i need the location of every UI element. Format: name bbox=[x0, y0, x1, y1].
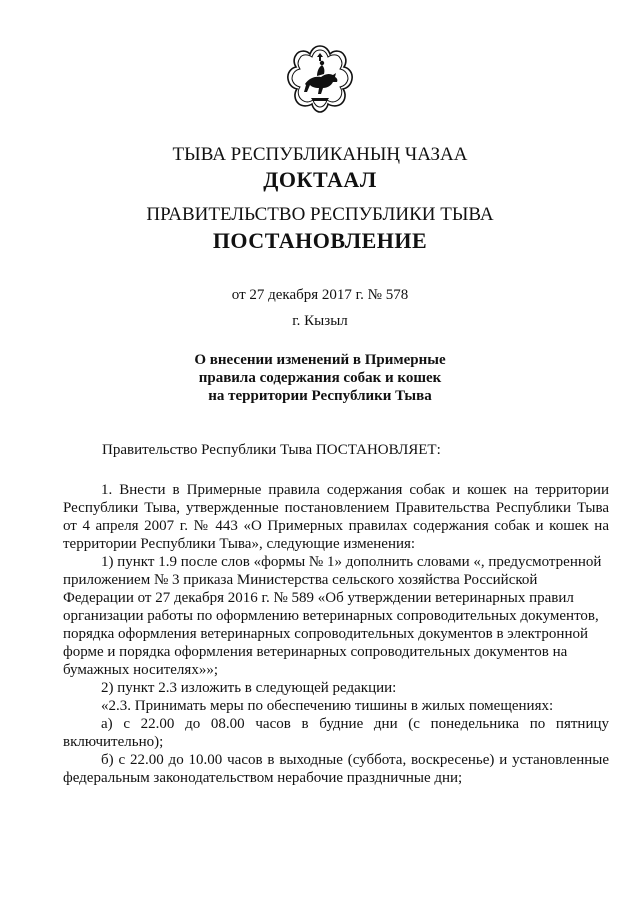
tuva-coat-of-arms-icon bbox=[281, 40, 359, 118]
paragraph-3: 2) пункт 2.3 изложить в следующей редакции: bbox=[101, 680, 397, 696]
paragraph-4: «2.3. Принимать меры по обеспечению тишины в жилых помещениях: bbox=[101, 698, 554, 714]
tuva-document-type: ДОКТААЛ bbox=[263, 167, 377, 192]
paragraph-5: а) с 22.00 до 08.00 часов в будние дни (с понедельника по пятницу включительно); bbox=[63, 716, 609, 750]
preamble: Правительство Республики Тыва ПОСТАНОВЛЯЕТ: bbox=[102, 442, 441, 458]
russian-government-name: ПРАВИТЕЛЬСТВО РЕСПУБЛИКИ ТЫВА bbox=[146, 204, 494, 225]
document-date: от 27 декабря 2017 г. № 578 bbox=[231, 287, 409, 303]
paragraph-1: 1. Внести в Примерные правила содержания собак и кошек на территории Республики Тыва, утвержденные постановлением Правительства Республики Тыва от 4 апреля 2007 г. № 443 «О Примерных правилах содержания собак и кошек на территории Республики Тыва», следующие изменения: bbox=[63, 482, 609, 552]
title-line-1: О внесении изменений в Примерные bbox=[194, 352, 446, 368]
document-city: г. Кызыл bbox=[292, 313, 348, 329]
paragraph-6: б) с 22.00 до 10.00 часов в выходные (суббота, воскресенье) и установленные федеральным законодательством нерабочие праздничные дни; bbox=[63, 752, 609, 786]
document-body bbox=[63, 481, 609, 787]
title-line-3: на территории Республики Тыва bbox=[208, 388, 432, 404]
document-title bbox=[0, 351, 640, 405]
tuva-government-name: ТЫВА РЕСПУБЛИКАНЫҢ ЧАЗАА bbox=[172, 144, 468, 165]
emblem bbox=[281, 40, 359, 118]
title-line-2: правила содержания собак и кошек bbox=[198, 370, 442, 386]
russian-document-type: ПОСТАНОВЛЕНИЕ bbox=[212, 228, 428, 253]
paragraph-2: 1) пункт 1.9 после слов «формы № 1» дополнить словами «, предусмотренной приложением № 3 приказа Министерства сельского хозяйства Российской Федерации от 27 декабря 2016 г. № 589 «Об утверждении ветеринарных правил организации работы по оформлению ветеринарных сопроводительных документов, порядка оформления ветеринарных сопроводительных документов в электронной форме и порядка оформления ветеринарных сопроводительных документов на бумажных носителях»»; bbox=[63, 554, 602, 678]
